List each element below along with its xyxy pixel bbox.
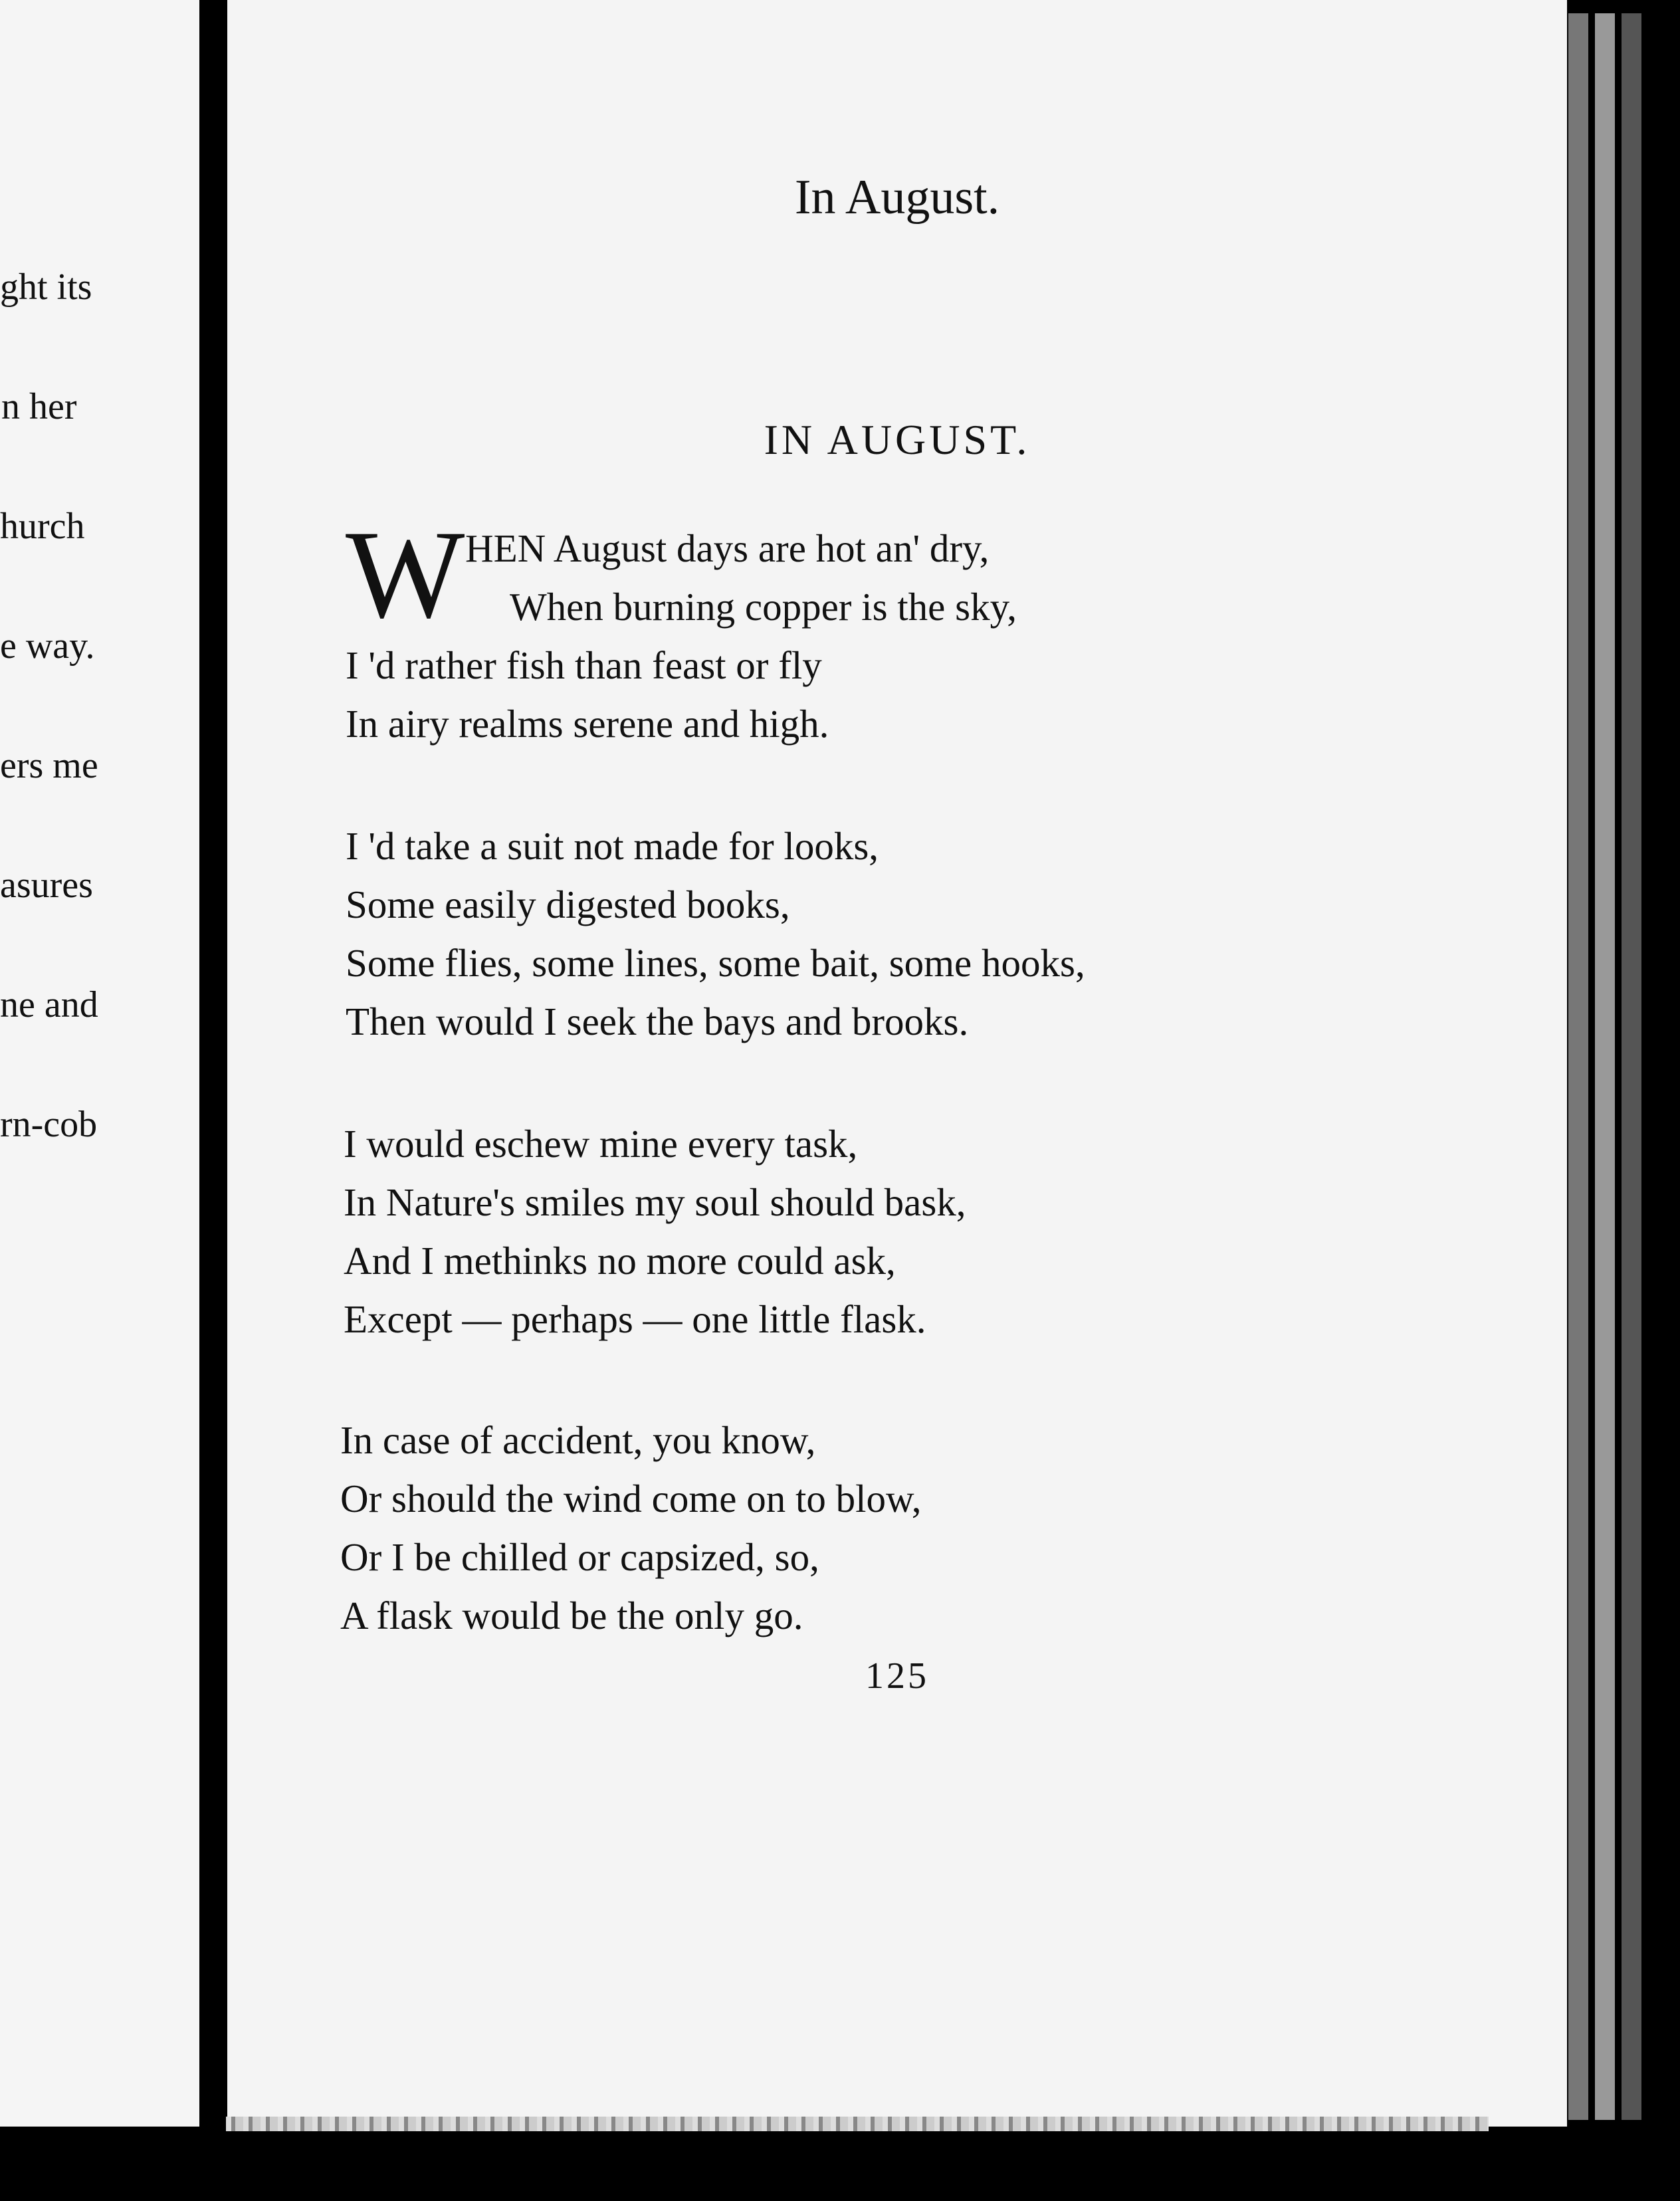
poem-line: Or should the wind come on to blow, xyxy=(340,1477,922,1520)
left-page-fragment: n her xyxy=(1,386,77,427)
left-page-fragment: e way. xyxy=(0,625,95,667)
right-page xyxy=(227,0,1567,2127)
poem-line: HEN August days are hot an' dry, xyxy=(465,526,990,570)
left-page-fragment: hurch xyxy=(0,506,85,547)
poem-line: Some easily digested books, xyxy=(346,883,790,926)
poem-line: Or I be chilled or capsized, so, xyxy=(340,1535,819,1579)
page-edge xyxy=(1595,13,1615,2120)
left-page-fragment: asures xyxy=(0,865,93,906)
poem-line: I 'd rather fish than feast or fly xyxy=(346,643,822,687)
left-page-fragment: ers me xyxy=(0,745,98,786)
left-page xyxy=(0,0,199,2127)
page-edge xyxy=(1568,13,1588,2120)
running-head: In August. xyxy=(794,170,1000,225)
poem-line: In Nature's smiles my soul should bask, xyxy=(344,1180,966,1224)
poem-line: A flask would be the only go. xyxy=(340,1594,803,1637)
poem-line: In airy realms serene and high. xyxy=(346,702,829,746)
poem-line: I 'd take a suit not made for looks, xyxy=(346,824,879,868)
poem-line: And I methinks no more could ask, xyxy=(344,1239,896,1283)
page-edge xyxy=(1622,13,1641,2120)
poem-line: I would eschew mine every task, xyxy=(344,1122,858,1166)
left-page-fragment: ne and xyxy=(0,984,98,1025)
poem-line: When burning copper is the sky, xyxy=(510,585,1017,629)
poem-line: Then would I seek the bays and brooks. xyxy=(346,999,969,1043)
poem-line: In case of accident, you know, xyxy=(340,1418,816,1462)
book-gutter xyxy=(199,0,227,2201)
left-page-fragment: rn-cob xyxy=(0,1104,98,1145)
left-page-fragment: ght its xyxy=(0,266,92,308)
poem-line: Some flies, some lines, some bait, some hooks, xyxy=(346,941,1085,985)
poem-line: Except — perhaps — one little flask. xyxy=(344,1297,926,1341)
page-number: 125 xyxy=(865,1655,929,1697)
bottom-page-edge xyxy=(226,2117,1489,2131)
poem-title: IN AUGUST. xyxy=(764,416,1031,463)
drop-cap: W xyxy=(346,505,465,645)
